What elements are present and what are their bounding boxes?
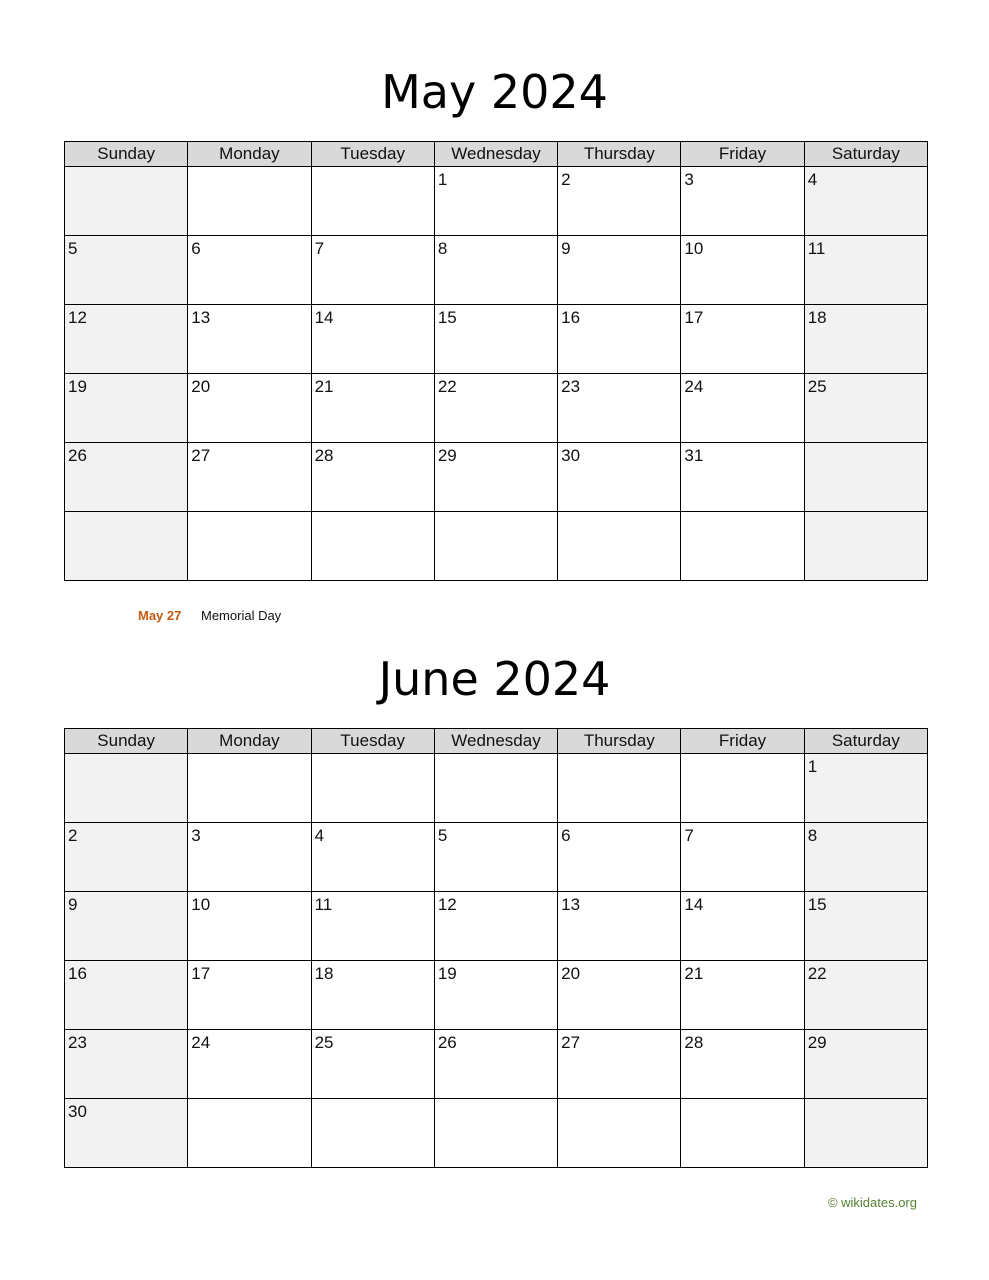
day-number: 22 — [437, 377, 457, 396]
month-title-may: May 2024 — [381, 65, 608, 119]
day-cell — [681, 823, 804, 892]
day-cell — [681, 236, 804, 305]
day-number: 11 — [807, 239, 826, 258]
day-cell — [434, 1030, 557, 1099]
day-cell — [311, 443, 434, 512]
day-cell — [65, 892, 188, 961]
day-cell — [311, 823, 434, 892]
day-cell — [188, 443, 311, 512]
day-number: 21 — [314, 377, 334, 396]
day-cell — [188, 892, 311, 961]
day-number: 6 — [561, 826, 571, 845]
day-cell — [65, 512, 188, 581]
holiday-name: Memorial Day — [201, 608, 282, 623]
weekday-header: Friday — [681, 142, 804, 167]
day-cell — [311, 236, 434, 305]
weekday-header: Saturday — [804, 729, 927, 754]
day-cell — [434, 754, 557, 823]
day-number: 24 — [684, 377, 704, 396]
day-number: 1 — [807, 757, 818, 776]
day-cell — [434, 236, 557, 305]
day-cell — [681, 374, 804, 443]
day-number: 17 — [191, 964, 211, 983]
day-number: 11 — [314, 895, 333, 914]
day-cell — [558, 961, 681, 1030]
day-number: 28 — [684, 1033, 704, 1052]
day-number — [435, 1099, 557, 1102]
day-cell — [434, 167, 557, 236]
weekday-header: Wednesday — [434, 729, 557, 754]
day-number: 12 — [68, 308, 87, 327]
weekday-header-row — [65, 729, 928, 754]
day-number: 5 — [68, 239, 78, 258]
holiday-list — [138, 608, 281, 624]
day-number: 15 — [807, 895, 827, 914]
day-cell — [188, 1030, 311, 1099]
day-cell — [681, 892, 804, 961]
day-number — [805, 1099, 927, 1102]
weekday-header-row — [65, 142, 928, 167]
day-number: 29 — [807, 1033, 827, 1052]
day-cell — [434, 892, 557, 961]
day-cell — [804, 892, 927, 961]
week-row — [65, 754, 928, 823]
weekday-header: Tuesday — [311, 729, 434, 754]
day-cell — [65, 443, 188, 512]
day-number: 2 — [68, 826, 78, 845]
week-row — [65, 236, 928, 305]
day-cell — [188, 512, 311, 581]
day-number — [312, 512, 434, 515]
day-number: 15 — [437, 308, 457, 327]
day-number: 3 — [191, 826, 201, 845]
day-number — [312, 167, 434, 170]
weekday-header: Friday — [681, 729, 804, 754]
day-number: 22 — [807, 964, 827, 983]
day-number: 4 — [314, 826, 325, 845]
day-cell — [65, 167, 188, 236]
week-row — [65, 374, 928, 443]
day-cell — [804, 236, 927, 305]
day-cell — [558, 754, 681, 823]
day-number: 25 — [807, 377, 827, 396]
day-number — [312, 1099, 434, 1102]
day-cell — [311, 754, 434, 823]
day-cell — [65, 1099, 188, 1168]
day-cell — [65, 305, 188, 374]
week-row — [65, 961, 928, 1030]
day-cell — [311, 892, 434, 961]
day-number: 18 — [314, 964, 334, 983]
day-number — [681, 754, 803, 757]
day-number: 6 — [191, 239, 201, 258]
day-number — [188, 754, 310, 757]
day-number — [435, 512, 557, 515]
day-cell — [558, 374, 681, 443]
day-number: 1 — [437, 170, 448, 189]
week-row — [65, 1030, 928, 1099]
day-number — [558, 512, 680, 515]
day-cell — [188, 961, 311, 1030]
holiday-date: May 27 — [138, 608, 182, 623]
day-number — [558, 1099, 680, 1102]
day-number: 23 — [68, 1033, 87, 1052]
day-cell — [434, 305, 557, 374]
day-number: 3 — [684, 170, 694, 189]
month-title-june: June 2024 — [378, 652, 611, 706]
day-number: 30 — [561, 446, 581, 465]
day-cell — [65, 1030, 188, 1099]
day-number: 24 — [191, 1033, 211, 1052]
day-cell — [804, 754, 927, 823]
day-number: 2 — [561, 170, 571, 189]
day-number: 18 — [807, 308, 827, 327]
day-cell — [311, 1099, 434, 1168]
week-row — [65, 1099, 928, 1168]
week-row — [65, 305, 928, 374]
day-cell — [65, 374, 188, 443]
day-number — [65, 754, 187, 757]
weekday-header: Monday — [188, 142, 311, 167]
day-cell — [804, 374, 927, 443]
day-number: 25 — [314, 1033, 334, 1052]
day-cell — [681, 512, 804, 581]
day-number: 20 — [191, 377, 211, 396]
day-cell — [434, 961, 557, 1030]
day-cell — [65, 823, 188, 892]
holiday-item — [138, 608, 281, 624]
day-cell — [804, 512, 927, 581]
day-number: 26 — [437, 1033, 457, 1052]
day-cell — [804, 1030, 927, 1099]
day-cell — [804, 823, 927, 892]
day-number: 19 — [68, 377, 87, 396]
day-number: 27 — [191, 446, 211, 465]
day-cell — [311, 961, 434, 1030]
day-cell — [681, 305, 804, 374]
day-cell — [804, 1099, 927, 1168]
day-number — [188, 1099, 310, 1102]
week-row — [65, 443, 928, 512]
day-cell — [681, 1030, 804, 1099]
day-cell — [188, 305, 311, 374]
day-number: 16 — [68, 964, 87, 983]
day-number: 9 — [561, 239, 571, 258]
day-cell — [804, 443, 927, 512]
day-cell — [188, 167, 311, 236]
day-cell — [681, 167, 804, 236]
day-cell — [558, 823, 681, 892]
day-number: 14 — [684, 895, 704, 914]
day-cell — [434, 823, 557, 892]
day-cell — [65, 754, 188, 823]
day-cell — [65, 961, 188, 1030]
footer-credit: © wikidates.org — [827, 1195, 917, 1210]
day-number: 10 — [684, 239, 704, 258]
weekday-header: Sunday — [65, 729, 188, 754]
day-number — [805, 443, 927, 446]
day-cell — [311, 374, 434, 443]
day-number — [681, 512, 803, 515]
day-number — [188, 512, 310, 515]
day-number — [312, 754, 434, 757]
day-number: 21 — [684, 964, 704, 983]
day-number: 30 — [68, 1102, 87, 1121]
day-number: 5 — [437, 826, 448, 845]
day-cell — [558, 1030, 681, 1099]
calendar-grid-may — [64, 141, 928, 581]
day-cell — [311, 167, 434, 236]
day-number: 7 — [314, 239, 325, 258]
day-number: 17 — [684, 308, 704, 327]
day-cell — [558, 443, 681, 512]
day-number: 23 — [561, 377, 581, 396]
day-number: 4 — [807, 170, 818, 189]
day-number — [65, 512, 187, 515]
day-cell — [558, 1099, 681, 1168]
day-cell — [681, 961, 804, 1030]
day-number: 13 — [191, 308, 211, 327]
weekday-header: Tuesday — [311, 142, 434, 167]
day-cell — [681, 754, 804, 823]
day-cell — [434, 443, 557, 512]
day-number: 14 — [314, 308, 334, 327]
day-cell — [558, 236, 681, 305]
day-cell — [804, 961, 927, 1030]
day-number — [435, 754, 557, 757]
day-number: 19 — [437, 964, 457, 983]
day-cell — [311, 305, 434, 374]
day-cell — [681, 1099, 804, 1168]
day-number: 9 — [68, 895, 78, 914]
weekday-header: Monday — [188, 729, 311, 754]
day-number — [558, 754, 680, 757]
day-cell — [434, 374, 557, 443]
day-cell — [558, 512, 681, 581]
day-cell — [434, 512, 557, 581]
day-number — [681, 1099, 803, 1102]
day-number: 16 — [561, 308, 581, 327]
weekday-header: Wednesday — [434, 142, 557, 167]
day-number: 7 — [684, 826, 694, 845]
weekday-header: Sunday — [65, 142, 188, 167]
day-cell — [681, 443, 804, 512]
day-cell — [804, 305, 927, 374]
day-cell — [65, 236, 188, 305]
day-number: 28 — [314, 446, 334, 465]
weekday-header: Thursday — [558, 142, 681, 167]
day-number: 13 — [561, 895, 581, 914]
day-cell — [188, 823, 311, 892]
weekday-header: Saturday — [804, 142, 927, 167]
day-cell — [311, 512, 434, 581]
day-number — [65, 167, 187, 170]
day-number: 26 — [68, 446, 87, 465]
day-number: 8 — [437, 239, 448, 258]
day-cell — [188, 374, 311, 443]
day-number: 29 — [437, 446, 457, 465]
day-number: 20 — [561, 964, 581, 983]
day-number: 8 — [807, 826, 818, 845]
day-cell — [434, 1099, 557, 1168]
week-row — [65, 512, 928, 581]
day-number: 10 — [191, 895, 211, 914]
day-cell — [558, 892, 681, 961]
day-cell — [558, 305, 681, 374]
day-number: 12 — [437, 895, 457, 914]
day-number: 27 — [561, 1033, 581, 1052]
week-row — [65, 167, 928, 236]
day-cell — [188, 236, 311, 305]
week-row — [65, 823, 928, 892]
calendar-grid-june — [64, 728, 928, 1168]
day-number — [188, 167, 310, 170]
day-cell — [311, 1030, 434, 1099]
day-number — [805, 512, 927, 515]
day-cell — [558, 167, 681, 236]
day-number: 31 — [684, 446, 704, 465]
weekday-header: Thursday — [558, 729, 681, 754]
day-cell — [188, 754, 311, 823]
day-cell — [804, 167, 927, 236]
day-cell — [188, 1099, 311, 1168]
week-row — [65, 892, 928, 961]
